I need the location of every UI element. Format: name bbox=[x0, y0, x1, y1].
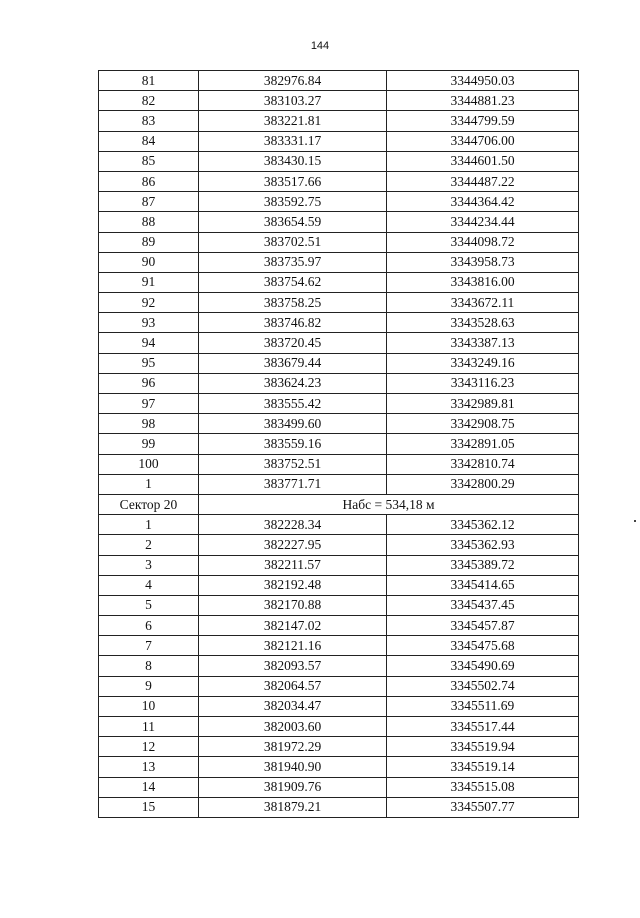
table-row bbox=[99, 717, 579, 737]
coordinates-table-body-part1 bbox=[99, 71, 579, 495]
x-coordinate: 383559.16 bbox=[199, 434, 387, 454]
sector-header-section bbox=[99, 494, 579, 514]
table-row bbox=[99, 676, 579, 696]
table-row bbox=[99, 252, 579, 272]
x-coordinate: 383654.59 bbox=[199, 212, 387, 232]
y-coordinate: 3344950.03 bbox=[387, 71, 579, 91]
y-coordinate: 3343816.00 bbox=[387, 272, 579, 292]
table-row bbox=[99, 616, 579, 636]
y-coordinate: 3345519.94 bbox=[387, 737, 579, 757]
table-row bbox=[99, 192, 579, 212]
point-number: 96 bbox=[99, 373, 199, 393]
point-number: 9 bbox=[99, 676, 199, 696]
y-coordinate: 3344364.42 bbox=[387, 192, 579, 212]
table-row bbox=[99, 777, 579, 797]
table-row bbox=[99, 414, 579, 434]
y-coordinate: 3345414.65 bbox=[387, 575, 579, 595]
table-row bbox=[99, 474, 579, 494]
sector-header-row bbox=[99, 494, 579, 514]
point-number: 90 bbox=[99, 252, 199, 272]
x-coordinate: 383517.66 bbox=[199, 171, 387, 191]
table-row bbox=[99, 293, 579, 313]
y-coordinate: 3345490.69 bbox=[387, 656, 579, 676]
x-coordinate: 382228.34 bbox=[199, 515, 387, 535]
x-coordinate: 383430.15 bbox=[199, 151, 387, 171]
x-coordinate: 381909.76 bbox=[199, 777, 387, 797]
point-number: 2 bbox=[99, 535, 199, 555]
table-row bbox=[99, 696, 579, 716]
point-number: 86 bbox=[99, 171, 199, 191]
y-coordinate: 3345507.77 bbox=[387, 797, 579, 817]
y-coordinate: 3345511.69 bbox=[387, 696, 579, 716]
table-row bbox=[99, 797, 579, 817]
x-coordinate: 383221.81 bbox=[199, 111, 387, 131]
x-coordinate: 382227.95 bbox=[199, 535, 387, 555]
x-coordinate: 382121.16 bbox=[199, 636, 387, 656]
y-coordinate: 3345389.72 bbox=[387, 555, 579, 575]
y-coordinate: 3342891.05 bbox=[387, 434, 579, 454]
point-number: 95 bbox=[99, 353, 199, 373]
y-coordinate: 3344881.23 bbox=[387, 91, 579, 111]
x-coordinate: 383720.45 bbox=[199, 333, 387, 353]
x-coordinate: 383735.97 bbox=[199, 252, 387, 272]
table-row bbox=[99, 333, 579, 353]
x-coordinate: 383754.62 bbox=[199, 272, 387, 292]
table-row bbox=[99, 91, 579, 111]
y-coordinate: 3342908.75 bbox=[387, 414, 579, 434]
point-number: 84 bbox=[99, 131, 199, 151]
point-number: 14 bbox=[99, 777, 199, 797]
table-row bbox=[99, 434, 579, 454]
table-row bbox=[99, 71, 579, 91]
point-number: 12 bbox=[99, 737, 199, 757]
point-number: 5 bbox=[99, 595, 199, 615]
x-coordinate: 383702.51 bbox=[199, 232, 387, 252]
y-coordinate: 3342800.29 bbox=[387, 474, 579, 494]
table-row bbox=[99, 272, 579, 292]
x-coordinate: 382211.57 bbox=[199, 555, 387, 575]
y-coordinate: 3345517.44 bbox=[387, 717, 579, 737]
point-number: 100 bbox=[99, 454, 199, 474]
point-number: 15 bbox=[99, 797, 199, 817]
table-row bbox=[99, 394, 579, 414]
x-coordinate: 383758.25 bbox=[199, 293, 387, 313]
x-coordinate: 383331.17 bbox=[199, 131, 387, 151]
x-coordinate: 382192.48 bbox=[199, 575, 387, 595]
point-number: 93 bbox=[99, 313, 199, 333]
point-number: 85 bbox=[99, 151, 199, 171]
x-coordinate: 383679.44 bbox=[199, 353, 387, 373]
point-number: 6 bbox=[99, 616, 199, 636]
table-row bbox=[99, 555, 579, 575]
y-coordinate: 3345457.87 bbox=[387, 616, 579, 636]
point-number: 8 bbox=[99, 656, 199, 676]
y-coordinate: 3344487.22 bbox=[387, 171, 579, 191]
y-coordinate: 3345437.45 bbox=[387, 595, 579, 615]
y-coordinate: 3343528.63 bbox=[387, 313, 579, 333]
y-coordinate: 3344799.59 bbox=[387, 111, 579, 131]
table-row bbox=[99, 373, 579, 393]
y-coordinate: 3343249.16 bbox=[387, 353, 579, 373]
y-coordinate: 3345475.68 bbox=[387, 636, 579, 656]
y-coordinate: 3343958.73 bbox=[387, 252, 579, 272]
y-coordinate: 3345519.14 bbox=[387, 757, 579, 777]
y-coordinate: 3344706.00 bbox=[387, 131, 579, 151]
x-coordinate: 383746.82 bbox=[199, 313, 387, 333]
point-number: 10 bbox=[99, 696, 199, 716]
table-row bbox=[99, 737, 579, 757]
x-coordinate: 382093.57 bbox=[199, 656, 387, 676]
table-row bbox=[99, 757, 579, 777]
y-coordinate: 3344601.50 bbox=[387, 151, 579, 171]
y-coordinate: 3343387.13 bbox=[387, 333, 579, 353]
x-coordinate: 383103.27 bbox=[199, 91, 387, 111]
x-coordinate: 382034.47 bbox=[199, 696, 387, 716]
point-number: 98 bbox=[99, 414, 199, 434]
coordinates-table bbox=[98, 70, 579, 818]
x-coordinate: 383624.23 bbox=[199, 373, 387, 393]
point-number: 87 bbox=[99, 192, 199, 212]
table-row bbox=[99, 636, 579, 656]
x-coordinate: 382003.60 bbox=[199, 717, 387, 737]
table-row bbox=[99, 535, 579, 555]
point-number: 92 bbox=[99, 293, 199, 313]
point-number: 1 bbox=[99, 474, 199, 494]
x-coordinate: 383592.75 bbox=[199, 192, 387, 212]
table-row bbox=[99, 111, 579, 131]
y-coordinate: 3345515.08 bbox=[387, 777, 579, 797]
x-coordinate: 382064.57 bbox=[199, 676, 387, 696]
x-coordinate: 381879.21 bbox=[199, 797, 387, 817]
point-number: 11 bbox=[99, 717, 199, 737]
point-number: 91 bbox=[99, 272, 199, 292]
point-number: 13 bbox=[99, 757, 199, 777]
point-number: 83 bbox=[99, 111, 199, 131]
point-number: 3 bbox=[99, 555, 199, 575]
table-row bbox=[99, 212, 579, 232]
x-coordinate: 382170.88 bbox=[199, 595, 387, 615]
x-coordinate: 381940.90 bbox=[199, 757, 387, 777]
y-coordinate: 3345362.12 bbox=[387, 515, 579, 535]
table-row bbox=[99, 353, 579, 373]
y-coordinate: 3345502.74 bbox=[387, 676, 579, 696]
table-row bbox=[99, 171, 579, 191]
y-coordinate: 3344234.44 bbox=[387, 212, 579, 232]
table-row bbox=[99, 515, 579, 535]
point-number: 7 bbox=[99, 636, 199, 656]
point-number: 82 bbox=[99, 91, 199, 111]
sector-label: Сектор 20 bbox=[99, 494, 199, 514]
point-number: 88 bbox=[99, 212, 199, 232]
point-number: 4 bbox=[99, 575, 199, 595]
x-coordinate: 383752.51 bbox=[199, 454, 387, 474]
x-coordinate: 381972.29 bbox=[199, 737, 387, 757]
y-coordinate: 3344098.72 bbox=[387, 232, 579, 252]
table-row bbox=[99, 151, 579, 171]
scan-edge-mark bbox=[634, 520, 636, 522]
table-row bbox=[99, 595, 579, 615]
x-coordinate: 383771.71 bbox=[199, 474, 387, 494]
table-row bbox=[99, 656, 579, 676]
y-coordinate: 3345362.93 bbox=[387, 535, 579, 555]
table-row bbox=[99, 575, 579, 595]
x-coordinate: 383555.42 bbox=[199, 394, 387, 414]
table-row bbox=[99, 454, 579, 474]
table-row bbox=[99, 313, 579, 333]
y-coordinate: 3342810.74 bbox=[387, 454, 579, 474]
y-coordinate: 3343672.11 bbox=[387, 293, 579, 313]
point-number: 97 bbox=[99, 394, 199, 414]
point-number: 94 bbox=[99, 333, 199, 353]
sector-length-value: Набс = 534,18 м bbox=[199, 494, 579, 514]
point-number: 99 bbox=[99, 434, 199, 454]
x-coordinate: 382147.02 bbox=[199, 616, 387, 636]
x-coordinate: 382976.84 bbox=[199, 71, 387, 91]
point-number: 1 bbox=[99, 515, 199, 535]
table-row bbox=[99, 232, 579, 252]
page-number: 144 bbox=[310, 40, 330, 52]
y-coordinate: 3342989.81 bbox=[387, 394, 579, 414]
point-number: 81 bbox=[99, 71, 199, 91]
x-coordinate: 383499.60 bbox=[199, 414, 387, 434]
point-number: 89 bbox=[99, 232, 199, 252]
coordinates-table-body-part2 bbox=[99, 515, 579, 818]
table-row bbox=[99, 131, 579, 151]
y-coordinate: 3343116.23 bbox=[387, 373, 579, 393]
